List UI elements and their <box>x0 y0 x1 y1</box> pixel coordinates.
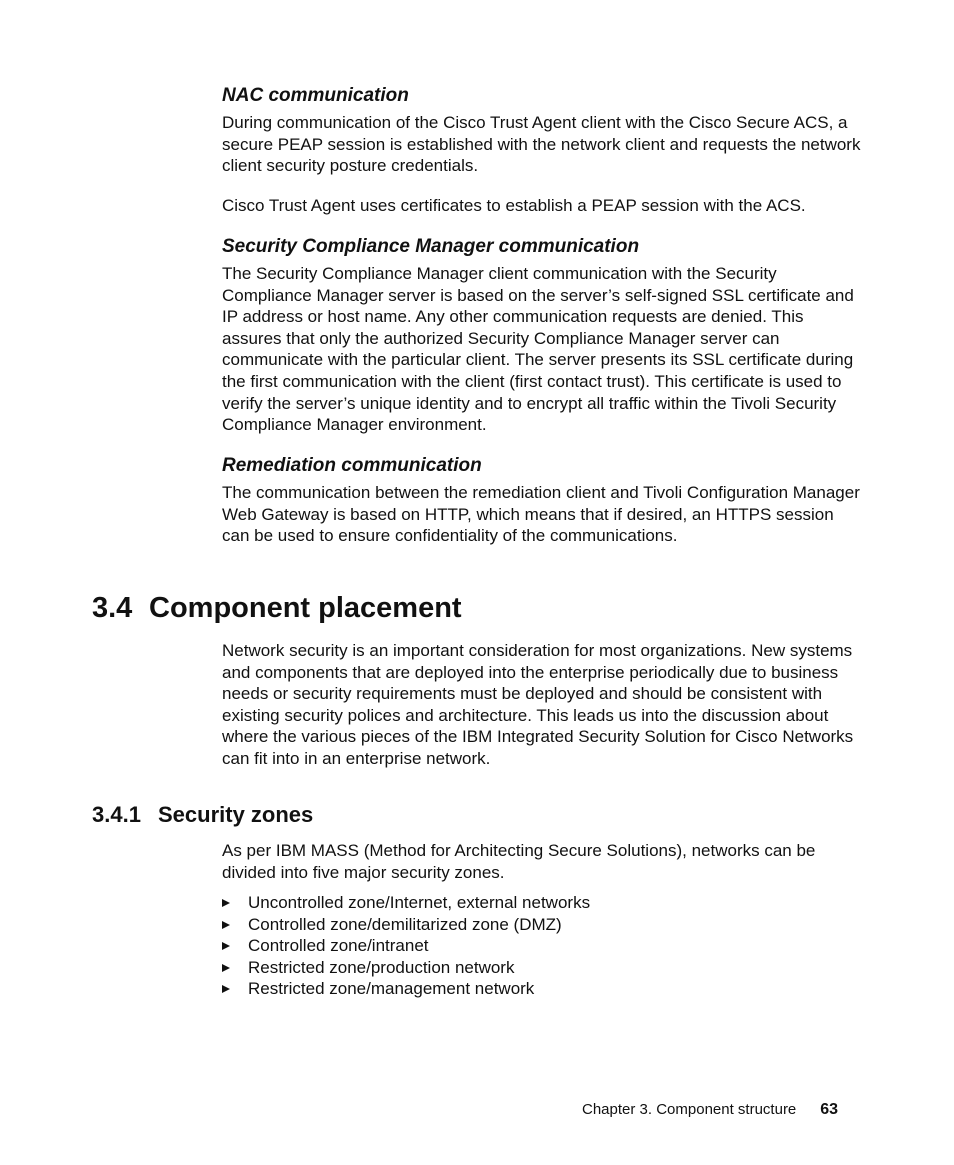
subsection-paragraph: As per IBM MASS (Method for Architecting Secure Solutions), networks can be divided into five major security zones. <box>222 841 816 882</box>
triangle-bullet-icon <box>222 942 230 950</box>
nac-heading: NAC communication <box>222 85 409 106</box>
triangle-bullet-icon <box>222 964 230 972</box>
triangle-bullet-icon <box>222 985 230 993</box>
subsection-heading <box>92 801 313 829</box>
scm-heading: Security Compliance Manager communication <box>222 236 640 257</box>
footer-chapter-title: Chapter 3. Component structure <box>582 1101 797 1118</box>
subsection-title: Security zones <box>158 802 314 827</box>
section-title: Component placement <box>149 592 462 624</box>
triangle-bullet-icon <box>222 899 230 907</box>
subsection-number: 3.4.1 <box>92 802 141 827</box>
list-item-text: Restricted zone/production network <box>248 957 515 977</box>
section-paragraph: Network security is an important consideration for most organizations. New systems and components that are deployed into the enterprise periodically due to business needs or security requirements must be deployed and should be consistent with existing security polices and architecture. This leads us into the discussion about where the various pieces of the IBM Integrated Security Solution for Cisco Networks can fit into in an enterprise network. <box>222 641 854 768</box>
list-item <box>222 892 590 914</box>
triangle-bullet-icon <box>222 921 230 929</box>
page-footer <box>582 1100 838 1120</box>
security-zones-list <box>222 892 590 1000</box>
scm-paragraph: The Security Compliance Manager client communication with the Security Compliance Manager server is based on the server’s self-signed SSL certificate and IP address or host name. Any other communication requests are denied. This assures that only the authorized Security Compliance Manager server can communicate with the particular client. The server presents its SSL certificate during the first communication with the client (first contact trust). This certificate is used to verify the server’s unique identity and to encrypt all traffic within the Tivoli Security Compliance Manager environment. <box>222 264 854 435</box>
list-item-text: Restricted zone/management network <box>248 979 535 999</box>
list-item <box>222 957 590 979</box>
nac-paragraph-1: During communication of the Cisco Trust Agent client with the Cisco Secure ACS, a secure PEAP session is established with the network client and requests the network client security posture credentials. <box>222 113 861 176</box>
section-heading <box>92 590 462 626</box>
list-item <box>222 914 590 936</box>
section-number: 3.4 <box>92 592 133 624</box>
list-item <box>222 935 590 957</box>
list-item-text: Uncontrolled zone/Internet, external networks <box>248 893 591 912</box>
nac-paragraph-2: Cisco Trust Agent uses certificates to establish a PEAP session with the ACS. <box>222 196 806 215</box>
list-item <box>222 978 590 1000</box>
remediation-heading: Remediation communication <box>222 455 482 476</box>
list-item-text: Controlled zone/demilitarized zone (DMZ) <box>248 914 562 934</box>
remediation-paragraph: The communication between the remediation client and Tivoli Configuration Manager Web Gateway is based on HTTP, which means that if desired, an HTTPS session can be used to ensure confidentiality of the communications. <box>222 483 860 546</box>
list-item-text: Controlled zone/intranet <box>248 936 429 956</box>
page-number: 63 <box>820 1101 839 1118</box>
